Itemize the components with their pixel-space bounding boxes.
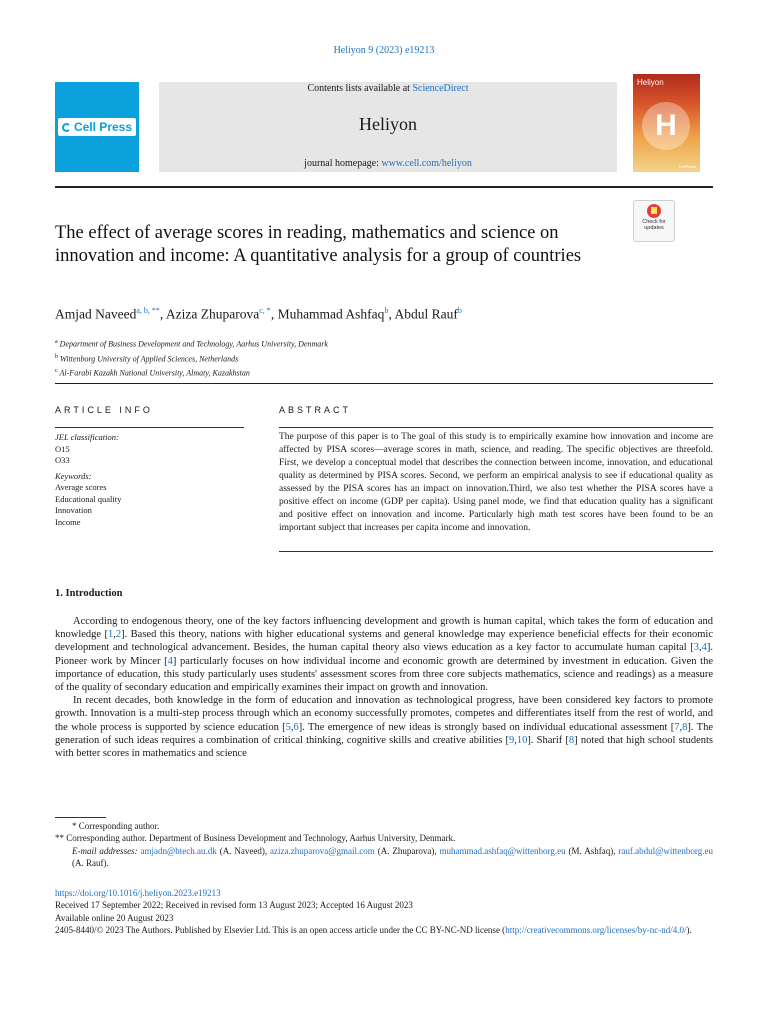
homepage-link[interactable]: www.cell.com/heliyon: [381, 158, 472, 169]
citation-link[interactable]: 3: [693, 642, 699, 654]
citation-link[interactable]: 1: [108, 629, 114, 641]
text-run: According to endogenous theory, one of the key factors influencing development and growth is human capital, which takes the form of education and knowledge [: [55, 616, 713, 641]
cellpress-badge: [58, 118, 136, 136]
journal-cover-thumbnail[interactable]: [633, 74, 700, 172]
body-paragraph: [55, 694, 713, 760]
affiliations: [55, 336, 328, 380]
header-rule: [55, 186, 713, 188]
license-text: 2405-8440/© 2023 The Authors. Published by Elsevier Ltd. This is an open access article under the CC BY-NC-ND license (: [55, 924, 506, 935]
cover-title: Heliyon: [637, 78, 664, 87]
affiliation-text: Wittenborg University of Applied Sciences, Netherlands: [60, 354, 239, 364]
author-name: Amjad Naveed: [55, 306, 137, 322]
author-affil-marks[interactable]: b: [457, 306, 462, 315]
citation-link[interactable]: 10: [516, 734, 528, 746]
article-title: The effect of average scores in reading, mathematics and science on innovation and income: A quantitative analysis for a group of countries: [55, 223, 582, 266]
body-paragraph: [55, 615, 713, 694]
check-updates-line1: Check for: [642, 219, 666, 225]
email-link[interactable]: rauf.abdul@wittenborg.eu: [618, 845, 713, 856]
homepage-prefix: journal homepage:: [304, 158, 382, 169]
affiliation: [55, 351, 328, 366]
text-run: ,: [113, 629, 116, 641]
jel-label: JEL classification:: [55, 432, 119, 442]
jel-code: O15: [55, 443, 70, 454]
email-link[interactable]: muhammad.ashfaq@wittenborg.eu: [439, 845, 566, 856]
footnote-rule: [55, 817, 106, 818]
article-info-heading: ARTICLE INFO: [55, 405, 153, 415]
contents-prefix: Contents lists available at: [307, 83, 413, 94]
email-owner: (A. Rauf).: [72, 857, 109, 868]
keywords-label: Keywords:: [55, 470, 92, 481]
text-run: ,: [679, 721, 683, 733]
citation-link[interactable]: 4: [167, 655, 173, 667]
license-end: ).: [686, 924, 692, 935]
contents-line: [159, 83, 617, 94]
keyword: Income: [55, 516, 81, 527]
cover-publisher-mark: CellPress: [678, 164, 696, 169]
cellpress-logo-text: Cell Press: [73, 120, 133, 134]
author-name: Abdul Rauf: [394, 306, 458, 322]
email-label: E-mail addresses:: [72, 845, 138, 856]
citation-link[interactable]: 8: [568, 734, 575, 746]
front-matter-rule: [55, 383, 713, 384]
affiliation-text: Al-Farabi Kazakh National University, Almaty, Kazakhstan: [59, 368, 250, 378]
corresponding-author-note: ** Corresponding author. Department of Business Development and Technology, Aarhus University, Denmark.: [55, 833, 456, 844]
license-statement: [55, 924, 713, 936]
journal-header: [55, 82, 658, 172]
cover-emblem: [642, 102, 690, 150]
journal-banner: [159, 82, 617, 172]
citation-link[interactable]: 4: [701, 642, 707, 654]
author-list: Amjad Naveed$^{a, b, **}$, Aziza Zhuparova$^{c, *}$, Muhammad Ashfaq$^b$, Abdul Rauf$^b$: [55, 306, 462, 322]
author-name: Muhammad Ashfaq: [277, 306, 385, 322]
citation-link[interactable]: 5: [285, 721, 291, 733]
abstract-text: The purpose of this paper is to The goal of this study is to empirically examine how innovation and income are affected by PISA scores—average scores in math, science, and reading. The specific objectives are threefold. First, we develop a conceptual model that describes the connection between income, innovation, and educational quality as determined by PISA scores. Second, we perform an empirical analysis to see if educational quality as assessed by the PISA scores has an impact on innovation.Third, we also test whether the PISA scores have a positive effect on income (GDP per capita). Using panel mode, we find that education quality has a significant and positive effect on innovation and income. Particularly high math test scores have been found to be an important subject that increases per capita income and innovation.: [279, 432, 713, 533]
email-owner: (A. Zhuparova),: [374, 845, 440, 856]
text-run: ]. Sharif [: [527, 734, 569, 746]
homepage-line: [159, 158, 617, 169]
author-affil-marks[interactable]: b: [384, 306, 389, 315]
author-affil-marks[interactable]: c, *: [259, 306, 271, 315]
cellpress-logo[interactable]: [55, 82, 139, 172]
text-run: In recent decades, both knowledge in the form of education and innovation as technological progress, have been considered key factors to promote growth. Innovation is a multi-step process through which an economy successfully promotes, competes and differentiates itself from the rest of world, and the whole process is supported by science education [: [55, 695, 713, 733]
affiliation: [55, 336, 328, 351]
affiliation: [55, 365, 328, 380]
author-affil-marks[interactable]: a, b, **: [136, 306, 160, 315]
jel-code: O33: [55, 455, 70, 465]
affiliation-mark: b: [55, 353, 58, 360]
received-dates: Received 17 September 2022; Received in revised form 13 August 2023; Accepted 16 August 2023: [55, 900, 413, 911]
affiliation-mark: a: [55, 339, 58, 345]
cover-letter: H: [655, 109, 677, 142]
check-for-updates-button[interactable]: [633, 200, 675, 242]
text-run: ,: [290, 721, 294, 733]
license-link[interactable]: http://creativecommons.org/licenses/by-nc-nd/4.0/: [505, 924, 687, 935]
check-updates-line2: updates: [644, 225, 664, 231]
publication-info: [55, 887, 713, 936]
corresponding-author-note: * Corresponding author.: [72, 821, 160, 831]
section-heading-introduction: 1. Introduction: [55, 588, 123, 599]
affiliation-text: Department of Business Development and Technology, Aarhus University, Denmark: [59, 339, 328, 349]
email-owner: (A. Naveed),: [216, 845, 271, 856]
email-owner: (M. Ashfaq),: [565, 845, 619, 856]
footnotes: [55, 820, 713, 869]
text-run: ,: [514, 734, 517, 746]
cellpress-c-icon: [62, 123, 71, 132]
article-info-rule: [55, 427, 244, 428]
email-link[interactable]: aziza.zhuparova@gmail.com: [270, 845, 375, 856]
journal-citation[interactable]: Heliyon 9 (2023) e19213: [333, 45, 435, 56]
email-addresses: [55, 845, 713, 870]
abstract-heading: ABSTRACT: [279, 405, 352, 415]
author-name: Aziza Zhuparova: [165, 306, 260, 322]
text-run: ,: [699, 642, 702, 654]
journal-name: Heliyon: [359, 114, 417, 134]
text-run: ]. The generation of such ideas requires a combination of critical thinking, cognitive skills and creative abilities [: [55, 721, 713, 746]
sciencedirect-link[interactable]: ScienceDirect: [412, 83, 469, 94]
text-run: ] particularly focuses on how individual income and economic growth are determined by investment in education. Given the importance of education, this study particularly uses students' assessment scores from three core subjects mathematics, science and readings) as a measure of the quality of secondary education and empirically examines their impact on growth and innovation.: [55, 655, 713, 694]
article-info-panel: [55, 432, 245, 528]
email-link[interactable]: amjadn@btech.au.dk: [140, 845, 217, 856]
text-run: ]. The emergence of new ideas is strongly based on individual educational assessment [: [298, 721, 675, 733]
abstract-rule: [279, 427, 713, 428]
keyword: Educational quality: [55, 493, 122, 504]
citation-link[interactable]: 8: [682, 721, 688, 733]
text-run: ]. Pioneer work by Mincer [: [55, 642, 713, 667]
citation-link[interactable]: 2: [115, 629, 122, 641]
keyword: Innovation: [55, 505, 92, 515]
affiliation-mark: c: [55, 368, 58, 375]
citation-link[interactable]: 7: [674, 721, 680, 733]
introduction-body: [55, 615, 713, 760]
online-date: Available online 20 August 2023: [55, 912, 174, 923]
abstract-bottom-rule: [279, 551, 713, 552]
check-updates-icon: [647, 204, 661, 218]
keyword: Average scores: [55, 482, 107, 492]
text-run: ] noted that high school students with better scores in mathematics and science: [55, 734, 713, 760]
doi-link[interactable]: https://doi.org/10.1016/j.heliyon.2023.e19213: [55, 888, 221, 898]
text-run: ]. Based this theory, nations with higher educational systems and general knowledge may experience beneficial effects for their economic development and technological advancement. Besides, the human capital theory also views education as a key factor to accumulate human capital [: [55, 629, 713, 654]
citation-link[interactable]: 9: [508, 734, 515, 746]
citation-link[interactable]: 6: [293, 721, 299, 733]
